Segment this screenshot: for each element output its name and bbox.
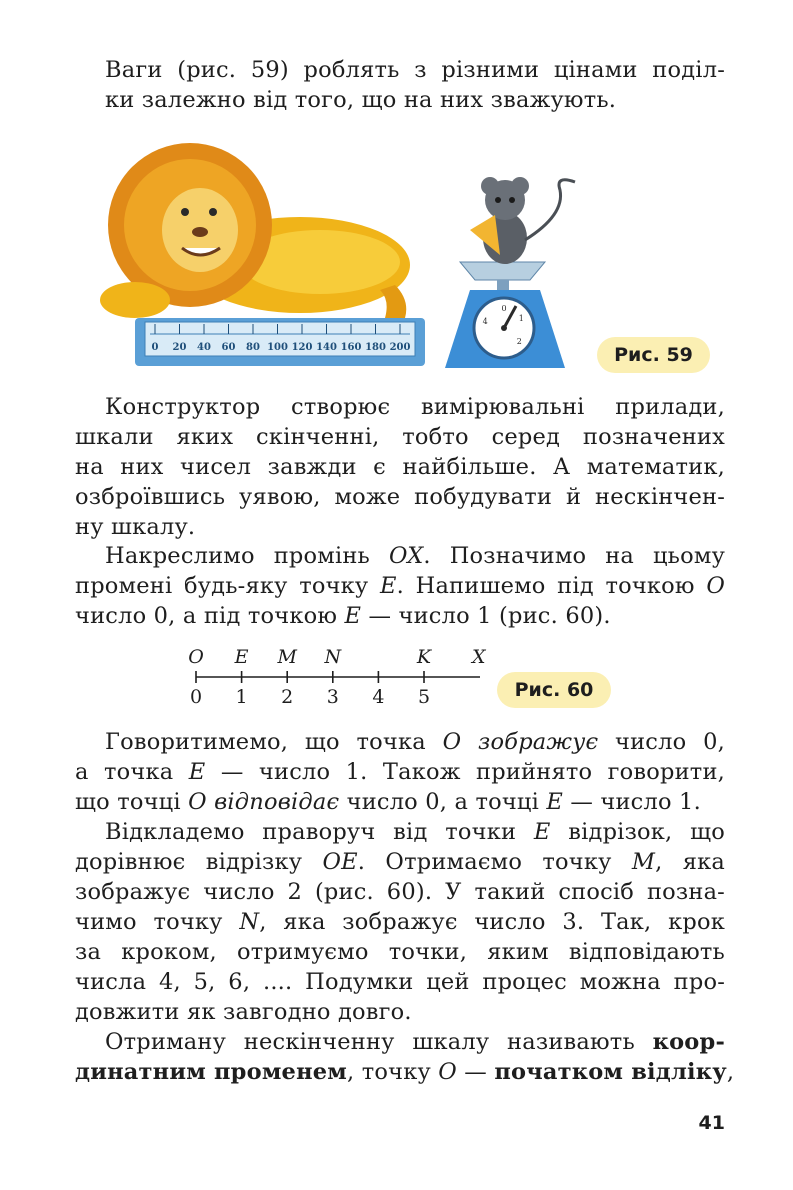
- dial-tick-0: 0: [501, 304, 507, 313]
- scale-tick-120: 120: [291, 342, 313, 353]
- scale-tick-160: 160: [340, 342, 362, 353]
- paragraph-constructor-body: Конструктор створює вимірювальні прилади, шкали яких скінченні, тобто серед позначених на них чисел завжди є найбільше. А математик, озброївшись уявою, може побудувати й нескінчен- ну шкалу.: [75, 394, 725, 540]
- ray-point-K: K: [416, 646, 432, 668]
- scale-tick-140: 140: [316, 342, 337, 353]
- ray-number-1: 1: [235, 686, 248, 708]
- scale-tick-20: 20: [172, 342, 187, 353]
- mouse-illustration: [470, 177, 575, 264]
- scale-tick-0: 0: [151, 342, 159, 353]
- lion-illustration: [100, 143, 410, 318]
- ray-number-3: 3: [326, 686, 339, 708]
- scale-tick-180: 180: [365, 342, 386, 353]
- mouse-scale: [445, 262, 565, 368]
- ray-point-X: X: [471, 646, 486, 668]
- scale-tick-200: 200: [389, 342, 411, 353]
- ray-number-0: 0: [189, 686, 203, 708]
- figure-60-coordinate-ray: [180, 640, 500, 710]
- scale-tick-80: 80: [246, 342, 260, 353]
- dial-tick-1: 1: [518, 314, 524, 323]
- paragraph-scales: Ваги (рис. 59) роблять з різними цінами поділ- ки залежно від того, що на них зважують.: [105, 57, 725, 113]
- dial-tick-4: 4: [482, 317, 488, 327]
- figure-60-label: Рис. 60: [497, 672, 611, 708]
- dial-tick-2: 2: [516, 336, 522, 346]
- scale-tick-100: 100: [267, 342, 288, 353]
- ray-point-M: M: [277, 646, 297, 668]
- ray-point-O: O: [188, 646, 204, 668]
- ray-number-4: 4: [372, 686, 385, 708]
- figure-59-label: Рис. 59: [597, 337, 710, 373]
- scale-tick-40: 40: [197, 342, 211, 353]
- paragraph-depicts: Говоритимемо, що точка O зображує число 0, а точка E — число 1. Також прийнято говорити, що точці O відповідає число 0, а точці E — число 1.: [75, 729, 725, 815]
- paragraph-definition: Отриману нескінченну шкалу називають коор- динатним променем, точку O — початком відліку,: [75, 1029, 735, 1085]
- paragraph-segment: Відкладемо праворуч від точки E відрізок, що дорівнює відрізку OE. Отримаємо точку M, яка зображує число 2 (рис. 60). У такий спосіб позна- чимо точку N, яка зображує число 3. Так, крок за кроком, отримуємо точки, яким відповідають числа 4, 5, 6, .... Подумки цей процес можна про- довжити як завгодно довго.: [75, 819, 726, 1025]
- ray-number-5: 5: [417, 686, 431, 708]
- ray-number-2: 2: [281, 686, 294, 708]
- scale-tick-60: 60: [221, 342, 236, 353]
- ray-point-N: N: [324, 646, 342, 668]
- paragraph-ray: Накреслимо промінь OX. Позначимо на цьому промені будь-яку точку E. Напишемо під точкою O число 0, а під точкою E — число 1 (рис. 60).: [75, 543, 726, 629]
- ray-point-E: E: [234, 646, 249, 668]
- page-number: 41: [698, 1112, 725, 1134]
